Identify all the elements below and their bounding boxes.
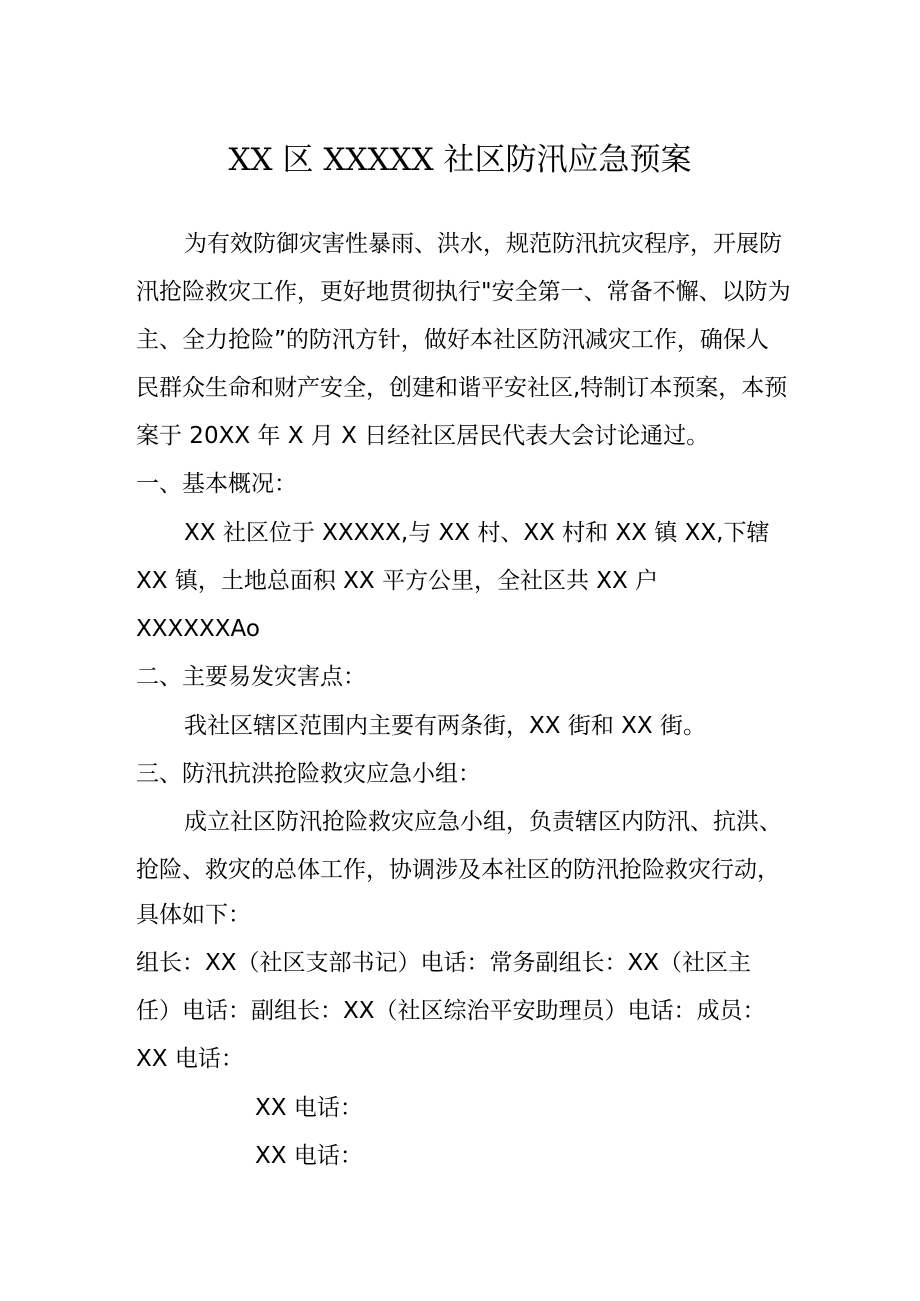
section3-line-1: 成立社区防汛抢险救灾应急小组，负责辖区内防汛、抗洪、 [184, 809, 782, 835]
members-line-3: XX 电话： [136, 1046, 244, 1072]
extra-member-2: XX 电话： [255, 1143, 363, 1169]
intro-line-3: 主、全力抢险”的防汛方针，做好本社区防汛减灾工作，确保人 [136, 327, 769, 353]
section1-heading: 一、基本概况： [136, 471, 297, 497]
members-line-2: 任）电话：副组长：XX（社区综治平安助理员）电话：成员： [136, 998, 766, 1024]
section1-line-2: XX 镇，土地总面积 XX 平方公里，全社区共 XX 户 [136, 568, 659, 594]
intro-line-4: 民群众生命和财产安全，创建和谐平安社区,特制订本预案，本预 [136, 375, 788, 401]
section1-line-1: XX 社区位于 XXXXX,与 XX 村、XX 村和 XX 镇 XX,下辖 [184, 520, 770, 546]
intro-line-1: 为有效防御灾害性暴雨、洪水，规范防汛抗灾程序，开展防 [184, 231, 782, 257]
intro-line-5: 案于 20XX 年 X 月 X 日经社区居民代表大会讨论通过。 [136, 423, 710, 449]
document-title: XX 区 XXXXX 社区防汛应急预案 [228, 142, 692, 178]
section1-line-3: XXXXXXAo [136, 616, 260, 642]
section3-heading: 三、防汛抗洪抢险救灾应急小组： [136, 761, 481, 787]
members-line-1: 组长：XX（社区支部书记）电话：常务副组长：XX（社区主 [136, 950, 752, 976]
intro-line-2: 汛抢险救灾工作，更好地贯彻执行"安全第一、常备不懈、以防为 [136, 279, 791, 305]
section3-line-3: 具体如下： [136, 902, 251, 928]
section2-line-1: 我社区辖区范围内主要有两条街，XX 街和 XX 街。 [184, 713, 706, 739]
extra-member-1: XX 电话： [255, 1095, 363, 1121]
section2-heading: 二、主要易发灾害点： [136, 664, 366, 690]
section3-line-2: 抢险、救灾的总体工作，协调涉及本社区的防汛抢险救灾行动， [136, 857, 780, 883]
